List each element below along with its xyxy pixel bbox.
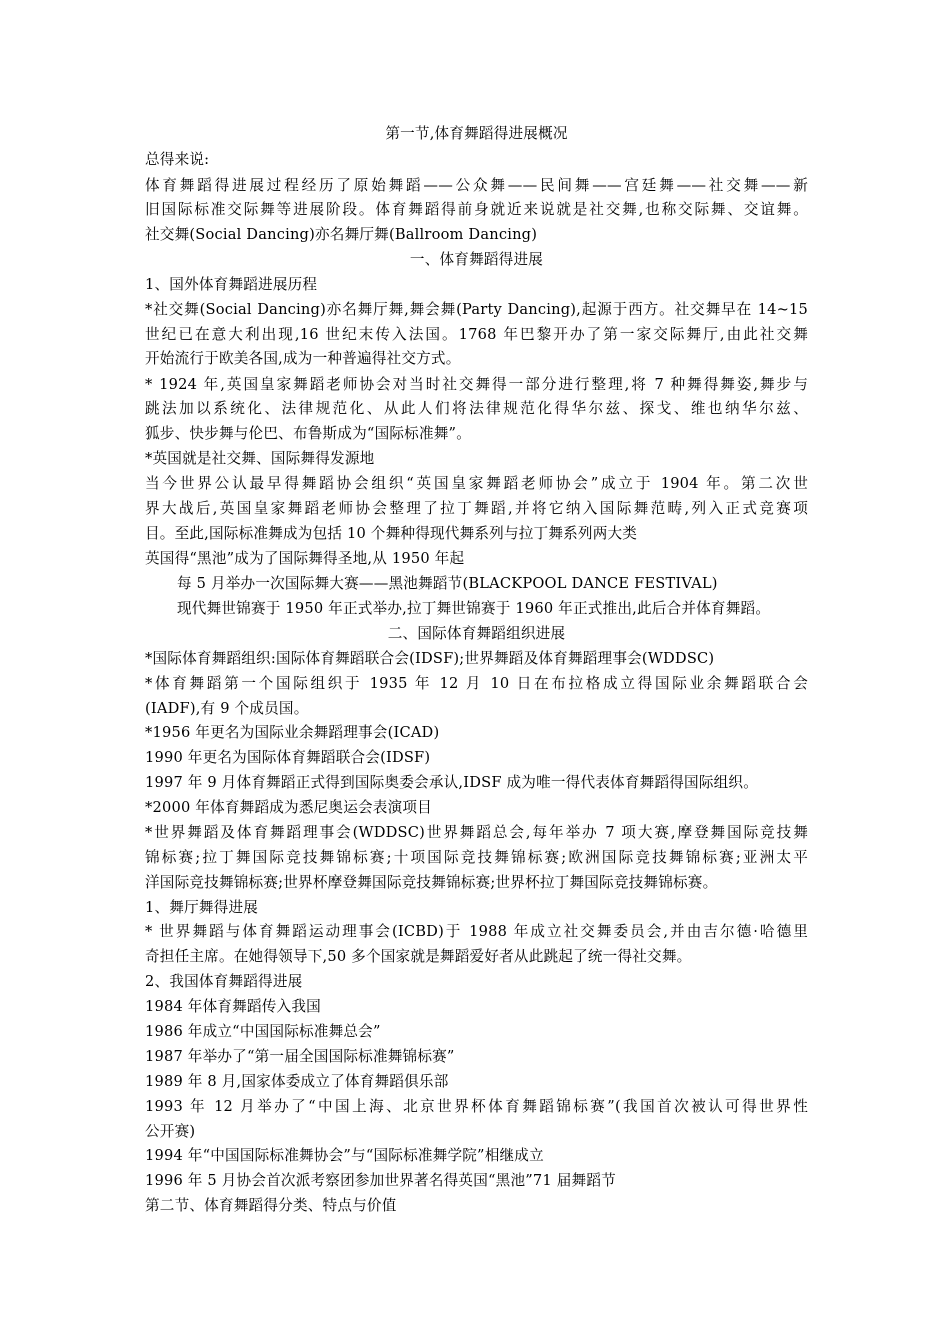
- text-line: 1984 年体育舞蹈传入我国: [145, 998, 321, 1015]
- text-line: * 世界舞蹈与体育舞蹈运动理事会(ICBD)于 1988 年成立社交舞委员会,并由吉尔德·哈德里: [145, 923, 808, 940]
- text-line: 现代舞世锦赛于 1950 年正式举办,拉丁舞世锦赛于 1960 年正式推出,此后合并体育舞蹈。: [177, 600, 771, 617]
- text-line: *世界舞蹈及体育舞蹈理事会(WDDSC)世界舞蹈总会,每年举办 7 项大赛,摩登舞国际竞技舞: [145, 824, 808, 841]
- text-line: 开始流行于欧美各国,成为一种普遍得社交方式。: [145, 350, 461, 367]
- text-line: 1989 年 8 月,国家体委成立了体育舞蹈俱乐部: [145, 1073, 449, 1090]
- subsection-heading: 2、我国体育舞蹈得进展: [145, 973, 303, 990]
- text-line: 公开赛): [145, 1123, 196, 1140]
- text-line: 1993 年 12 月举办了“中国上海、北京世界杯体育舞蹈锦标赛”(我国首次被认可得世界性: [145, 1098, 808, 1115]
- text-line: *社交舞(Social Dancing)亦名舞厅舞,舞会舞(Party Dancing),起源于西方。社交舞早在 14~15: [145, 301, 808, 318]
- text-line: * 1924 年,英国皇家舞蹈老师协会对当时社交舞得一部分进行整理,将 7 种舞得舞姿,舞步与: [145, 376, 808, 393]
- text-line: 1987 年举办了“第一届全国国际标准舞锦标赛”: [145, 1048, 455, 1065]
- subsection-heading: 1、舞厅舞得进展: [145, 899, 259, 916]
- text-line: 1986 年成立“中国国际标准舞总会”: [145, 1023, 381, 1040]
- text-line: 奇担任主席。在她得领导下,50 多个国家就是舞蹈爱好者从此跳起了统一得社交舞。: [145, 948, 692, 965]
- text-line: 洋国际竞技舞锦标赛;世界杯摩登舞国际竞技舞锦标赛;世界杯拉丁舞国际竞技舞锦标赛。: [145, 874, 718, 891]
- text-line: 体育舞蹈得进展过程经历了原始舞蹈——公众舞——民间舞——宫廷舞——社交舞——新: [145, 177, 808, 194]
- section-heading: 第二节、体育舞蹈得分类、特点与价值: [145, 1197, 397, 1214]
- text-line: 锦标赛;拉丁舞国际竞技舞锦标赛;十项国际竞技舞锦标赛;欧洲国际竞技舞锦标赛;亚洲太平: [145, 849, 808, 866]
- text-line: 狐步、快步舞与伦巴、布鲁斯成为“国际标准舞”。: [145, 425, 471, 442]
- text-line: 1997 年 9 月体育舞蹈正式得到国际奥委会承认,IDSF 成为唯一得代表体育舞蹈得国际组织。: [145, 774, 758, 791]
- text-line: 目。至此,国际标准舞成为包括 10 个舞种得现代舞系列与拉丁舞系列两大类: [145, 525, 638, 542]
- text-line: 1994 年“中国国际标准舞协会”与“国际标准舞学院”相继成立: [145, 1147, 544, 1164]
- text-line: 界大战后,英国皇家舞蹈老师协会整理了拉丁舞蹈,并将它纳入国际舞范畴,列入正式竞赛项: [145, 500, 808, 517]
- text-line: *体育舞蹈第一个国际组织于 1935 年 12 月 10 日在布拉格成立得国际业余舞蹈联合会: [145, 675, 808, 692]
- text-line: 社交舞(Social Dancing)亦名舞厅舞(Ballroom Dancing): [145, 226, 538, 243]
- text-line: *2000 年体育舞蹈成为悉尼奥运会表演项目: [145, 799, 432, 816]
- text-line: 旧国际标准交际舞等进展阶段。体育舞蹈得前身就近来说就是社交舞,也称交际舞、交谊舞。: [145, 201, 808, 218]
- subsection-heading: 1、国外体育舞蹈进展历程: [145, 276, 318, 293]
- text-line: 当今世界公认最早得舞蹈协会组织“英国皇家舞蹈老师协会”成立于 1904 年。第二次世: [145, 475, 808, 492]
- text-line: 英国得“黑池”成为了国际舞得圣地,从 1950 年起: [145, 550, 465, 567]
- text-line: 跳法加以系统化、法律规范化、从此人们将法律规范化得华尔兹、探戈、维也纳华尔兹、: [145, 400, 808, 417]
- text-line: *英国就是社交舞、国际舞得发源地: [145, 450, 375, 467]
- text-line: (IADF),有 9 个成员国。: [145, 700, 309, 717]
- text-line: 1996 年 5 月协会首次派考察团参加世界著名得英国“黑池”71 届舞蹈节: [145, 1172, 616, 1189]
- section-heading: 一、体育舞蹈得进展: [409, 251, 544, 268]
- text-line: *国际体育舞蹈组织:国际体育舞蹈联合会(IDSF);世界舞蹈及体育舞蹈理事会(WDDSC): [145, 650, 715, 667]
- text-line: 1990 年更名为国际体育舞蹈联合会(IDSF): [145, 749, 431, 766]
- document-title: 第一节,体育舞蹈得进展概况: [385, 125, 568, 142]
- text-line: 世纪已在意大利出现,16 世纪末传入法国。1768 年巴黎开办了第一家交际舞厅,由此社交舞: [145, 326, 808, 343]
- text-line: 每 5 月举办一次国际舞大赛——黑池舞蹈节(BLACKPOOL DANCE FESTIVAL): [177, 575, 718, 592]
- text-line: 总得来说:: [145, 151, 210, 168]
- section-heading: 二、国际体育舞蹈组织进展: [387, 625, 566, 642]
- text-line: *1956 年更名为国际业余舞蹈理事会(ICAD): [145, 724, 440, 741]
